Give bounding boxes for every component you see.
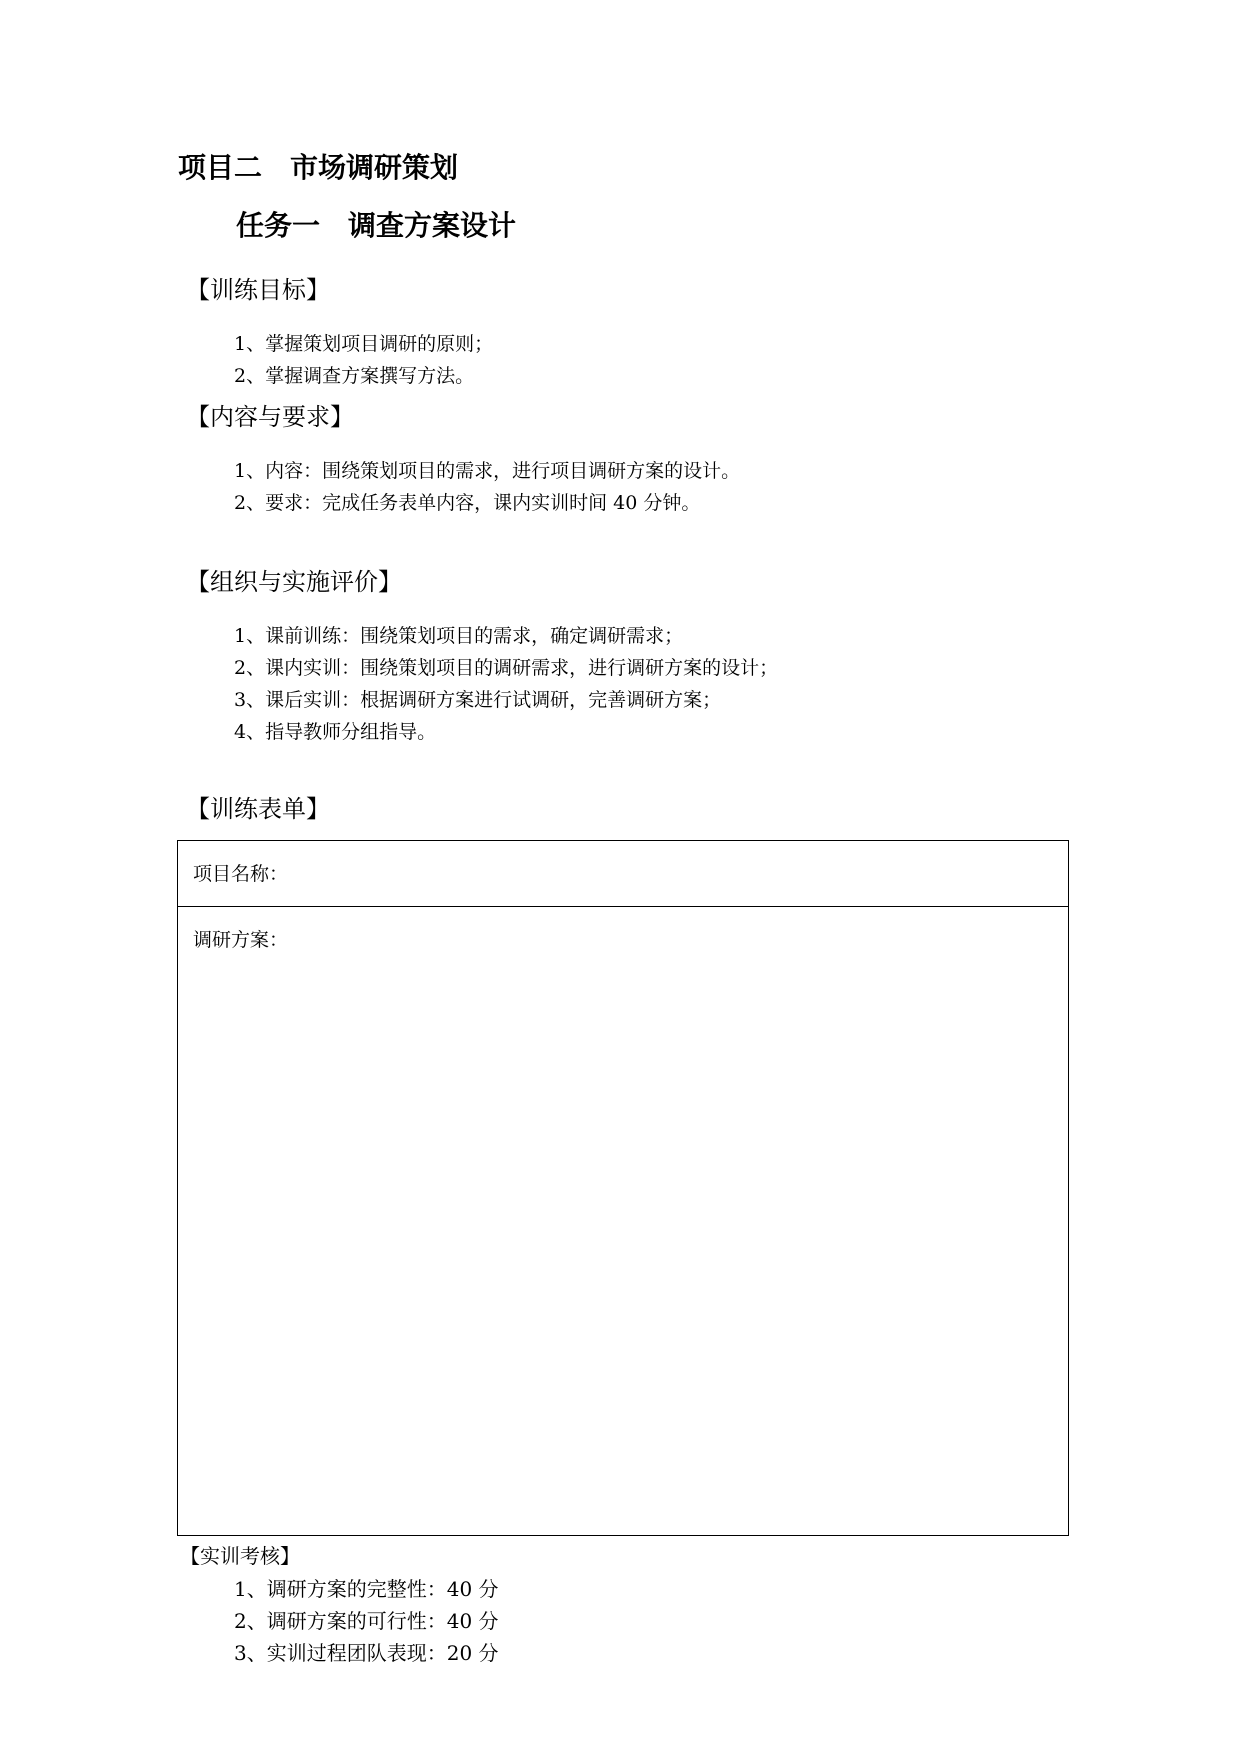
form-heading: 【训练表单】 [186, 795, 330, 823]
list-item: 1、调研方案的完整性：40 分 [234, 1577, 499, 1601]
assessment-list [234, 1573, 499, 1669]
goals-heading: 【训练目标】 [186, 276, 330, 304]
list-item: 2、调研方案的可行性：40 分 [234, 1609, 499, 1633]
research-plan-row[interactable] [178, 907, 1068, 1535]
list-item: 2、掌握调查方案撰写方法。 [234, 365, 475, 387]
project-name-row[interactable] [178, 841, 1068, 907]
assessment-heading: 【实训考核】 [180, 1544, 300, 1568]
list-item: 3、实训过程团队表现：20 分 [234, 1641, 499, 1665]
organization-heading: 【组织与实施评价】 [186, 568, 402, 596]
list-item: 2、要求：完成任务表单内容，课内实训时间 40 分钟。 [234, 492, 701, 514]
list-item: 1、内容：围绕策划项目的需求，进行项目调研方案的设计。 [234, 460, 741, 482]
content-heading: 【内容与要求】 [186, 403, 354, 431]
project-title: 项目二 市场调研策划 [178, 151, 459, 184]
content-list [234, 455, 740, 519]
task-title: 任务一 调查方案设计 [236, 209, 517, 242]
list-item: 2、课内实训：围绕策划项目的调研需求，进行调研方案的设计； [234, 657, 779, 679]
goals-list [234, 328, 493, 392]
research-plan-label: 调研方案： [193, 929, 289, 951]
training-form-table [177, 840, 1069, 1536]
list-item: 1、掌握策划项目调研的原则； [234, 333, 494, 355]
organization-list [234, 620, 778, 748]
list-item: 3、课后实训：根据调研方案进行试调研，完善调研方案； [234, 689, 722, 711]
list-item: 1、课前训练：围绕策划项目的需求，确定调研需求； [234, 625, 684, 647]
project-name-label: 项目名称： [193, 863, 289, 885]
list-item: 4、指导教师分组指导。 [234, 721, 437, 743]
